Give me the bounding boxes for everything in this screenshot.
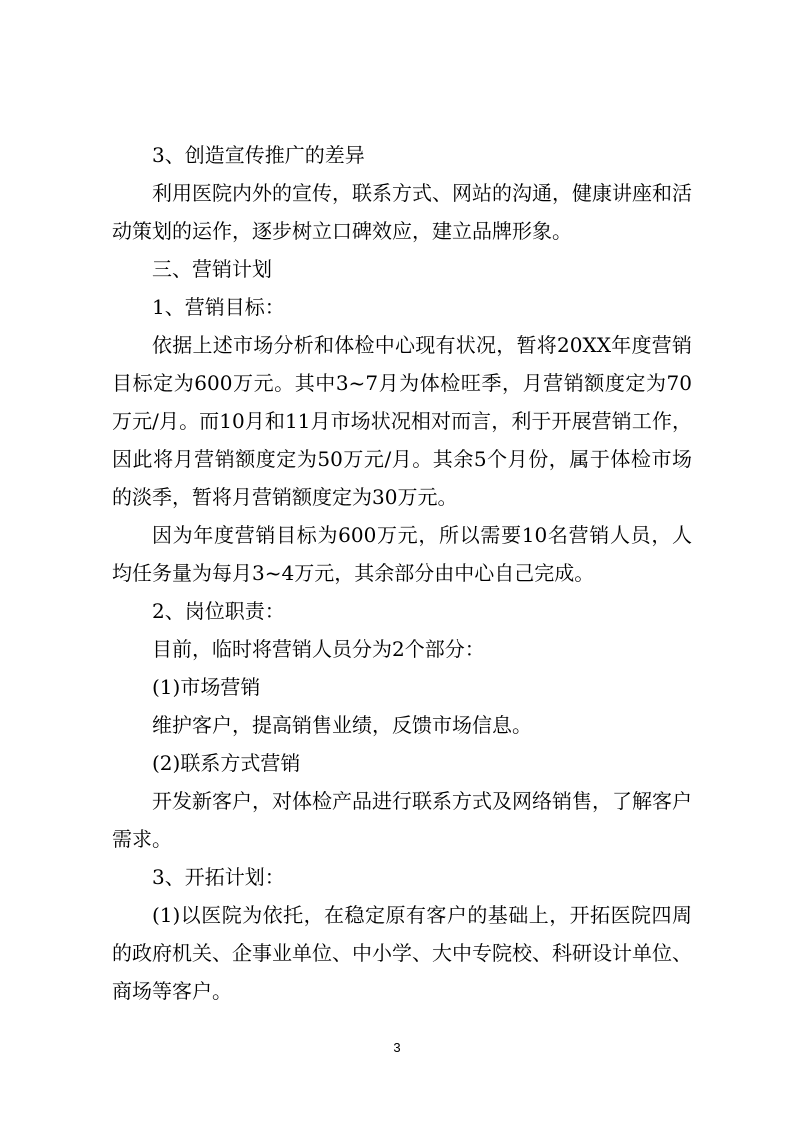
paragraph-market-sales: 维护客户，提高销售业绩，反馈市场信息。 [152, 713, 532, 737]
subheading-market-sales: (1)市场营销 [152, 675, 261, 699]
paragraph-expansion: (1)以医院为依托，在稳定原有客户的基础上，开拓医院四周的政府机关、企事业单位、中小学、大中专院校、科研设计单位、商场等客户。 [112, 903, 692, 1003]
heading-marketing-plan: 三、营销计划 [152, 257, 272, 281]
paragraph-contact-sales: 开发新客户，对体检产品进行联系方式及网络销售，了解客户需求。 [112, 789, 692, 851]
heading-job-duties: 2、岗位职责： [152, 599, 285, 623]
paragraph-promotion: 利用医院内外的宣传，联系方式、网站的沟通，健康讲座和活动策划的运作，逐步树立口碑效应，建立品牌形象。 [112, 181, 692, 243]
paragraph-goal-details: 依据上述市场分析和体检中心现有状况，暂将20XX年度营销目标定为600万元。其中3~7月为体检旺季，月营销额度定为70万元/月。而10月和11月市场状况相对而言，利于开展营销工作，因此将月营销额度定为50万元/月。其余5个月份，属于体检市场的淡季，暂将月营销额度定为30万元。 [112, 333, 692, 509]
heading-marketing-goal: 1、营销目标： [152, 295, 285, 319]
body-text [112, 136, 692, 1010]
heading-expansion-plan: 3、开拓计划： [152, 865, 285, 889]
subheading-contact-sales: (2)联系方式营销 [152, 751, 301, 775]
page-number: 3 [393, 1040, 401, 1055]
paragraph-staffing: 因为年度营销目标为600万元，所以需要10名营销人员，人均任务量为每月3~4万元，其余部分由中心自己完成。 [112, 523, 692, 585]
paragraph-staff-split: 目前，临时将营销人员分为2个部分： [152, 637, 485, 661]
heading-differentiation: 3、创造宣传推广的差异 [152, 143, 365, 167]
